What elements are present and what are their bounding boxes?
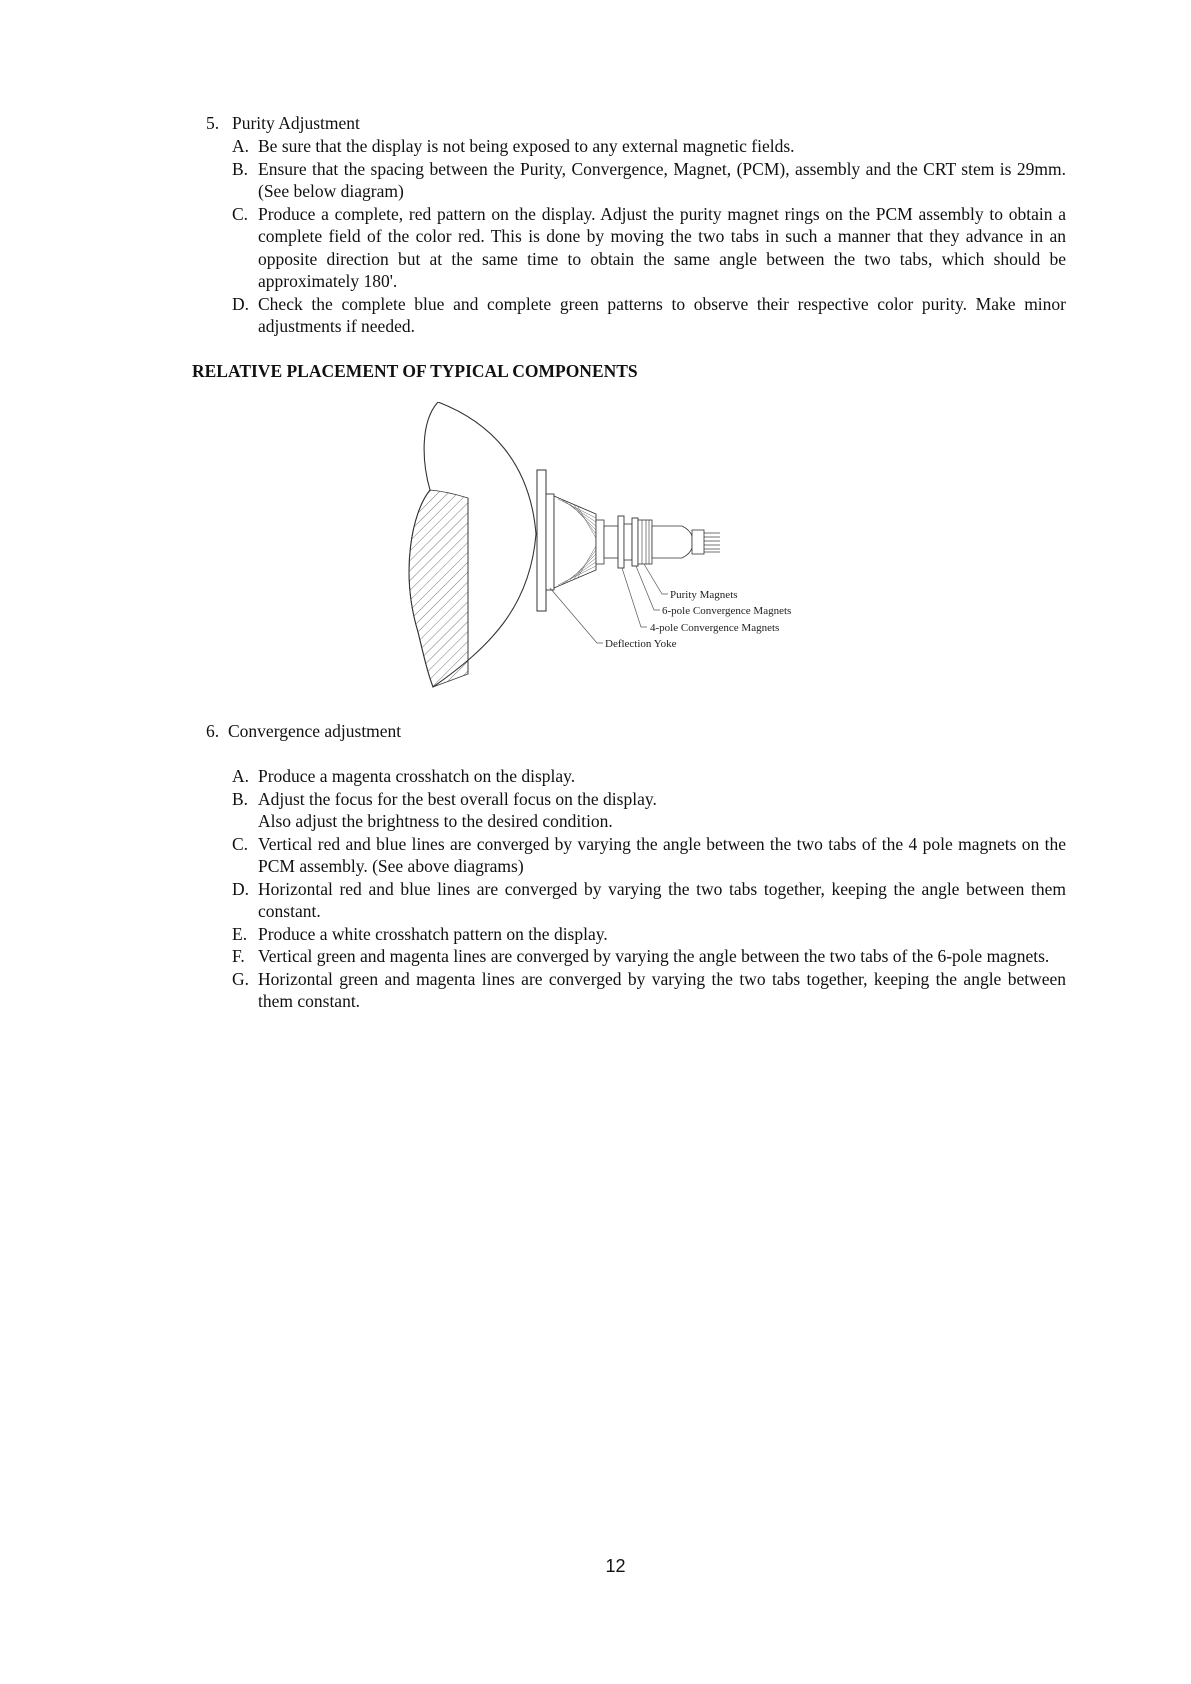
step-continuation: Also adjust the brightness to the desired condition. <box>258 811 613 831</box>
step-text: Check the complete blue and complete green patterns to observe their respective color purity. Make minor adjustments if needed. <box>258 293 1066 336</box>
page-number: 12 <box>605 1556 626 1576</box>
list-item <box>232 203 1066 293</box>
section-5-number: 5. <box>206 113 220 133</box>
step-text: Be sure that the display is not being exposed to any external magnetic fields. <box>258 136 795 156</box>
section-6-title-text: Convergence adjustment <box>228 721 402 741</box>
six-pole-leader <box>636 566 660 610</box>
step-letter: C. <box>232 833 249 854</box>
step-letter: D. <box>232 878 250 899</box>
step-letter: C. <box>232 203 249 224</box>
yoke-flange <box>537 470 546 611</box>
list-item <box>232 923 1066 946</box>
section-5-steps <box>232 135 1066 338</box>
list-item <box>232 788 1066 833</box>
list-item <box>232 158 1066 203</box>
step-text: Horizontal green and magenta lines are converged by varying the two tabs together, keeping the angle between them constant. <box>258 968 1066 1011</box>
step-letter: E. <box>232 923 248 944</box>
step-text: Horizontal red and blue lines are converged by varying the two tabs together, keeping the angle between them constant. <box>258 878 1066 921</box>
step-letter: A. <box>232 766 250 786</box>
label-4-pole-magnets: 4-pole Convergence Magnets <box>650 622 780 634</box>
step-letter: F. <box>232 946 245 966</box>
step-letter: B. <box>232 158 249 179</box>
step-letter: B. <box>232 788 249 809</box>
step-text: Vertical green and magenta lines are converged by varying the angle between the two tabs of the 6-pole magnets. <box>258 946 1050 966</box>
section-6-steps <box>232 765 1066 1013</box>
list-item <box>232 945 1066 968</box>
step-letter: A. <box>232 136 250 156</box>
section-5-title <box>206 112 360 135</box>
four-pole-magnet <box>618 516 624 568</box>
step-text: Vertical red and blue lines are converged by varying the angle between the two tabs of the 4 pole magnets on the PCM assembly. (See above diagrams) <box>258 833 1066 876</box>
crt-cross-section <box>409 490 468 687</box>
step-letter: D. <box>232 293 250 314</box>
list-item <box>232 968 1066 1013</box>
step-text: Produce a complete, red pattern on the display. Adjust the purity magnet rings on the PCM assembly to obtain a complete field of the color red. This is done by moving the two tabs in such a manner that they advance in an opposite direction but at the same time to obtain the same angle between the two tabs, which should be approximately 180'. <box>258 203 1066 291</box>
section-6-title <box>206 720 401 743</box>
four-pole-leader <box>622 568 647 627</box>
list-item <box>232 878 1066 923</box>
six-pole-magnet <box>632 518 638 566</box>
step-text: Adjust the focus for the best overall focus on the display. <box>258 788 657 809</box>
deflection-yoke <box>554 496 596 588</box>
crt-diagram <box>400 402 850 702</box>
label-deflection-yoke: Deflection Yoke <box>605 638 677 650</box>
list-item <box>232 833 1066 878</box>
step-text: Produce a white crosshatch pattern on the display. <box>258 923 608 944</box>
step-letter: G. <box>232 968 250 989</box>
label-purity-magnets: Purity Magnets <box>670 589 738 601</box>
step-text: Ensure that the spacing between the Purity, Convergence, Magnet, (PCM), assembly and the CRT stem is 29mm. (See below diagram) <box>258 158 1066 201</box>
section-5-title-text: Purity Adjustment <box>232 113 360 133</box>
step-text: Produce a magenta crosshatch on the display. <box>258 766 576 786</box>
label-6-pole-magnets: 6-pole Convergence Magnets <box>662 605 792 617</box>
diagram-heading: RELATIVE PLACEMENT OF TYPICAL COMPONENTS <box>192 361 638 381</box>
list-item <box>232 135 1066 158</box>
section-6-number: 6. <box>206 721 220 741</box>
purity-magnet <box>638 520 652 564</box>
yoke-leader <box>550 588 603 643</box>
list-item <box>232 293 1066 338</box>
list-item <box>232 765 1066 788</box>
purity-leader <box>644 564 668 594</box>
